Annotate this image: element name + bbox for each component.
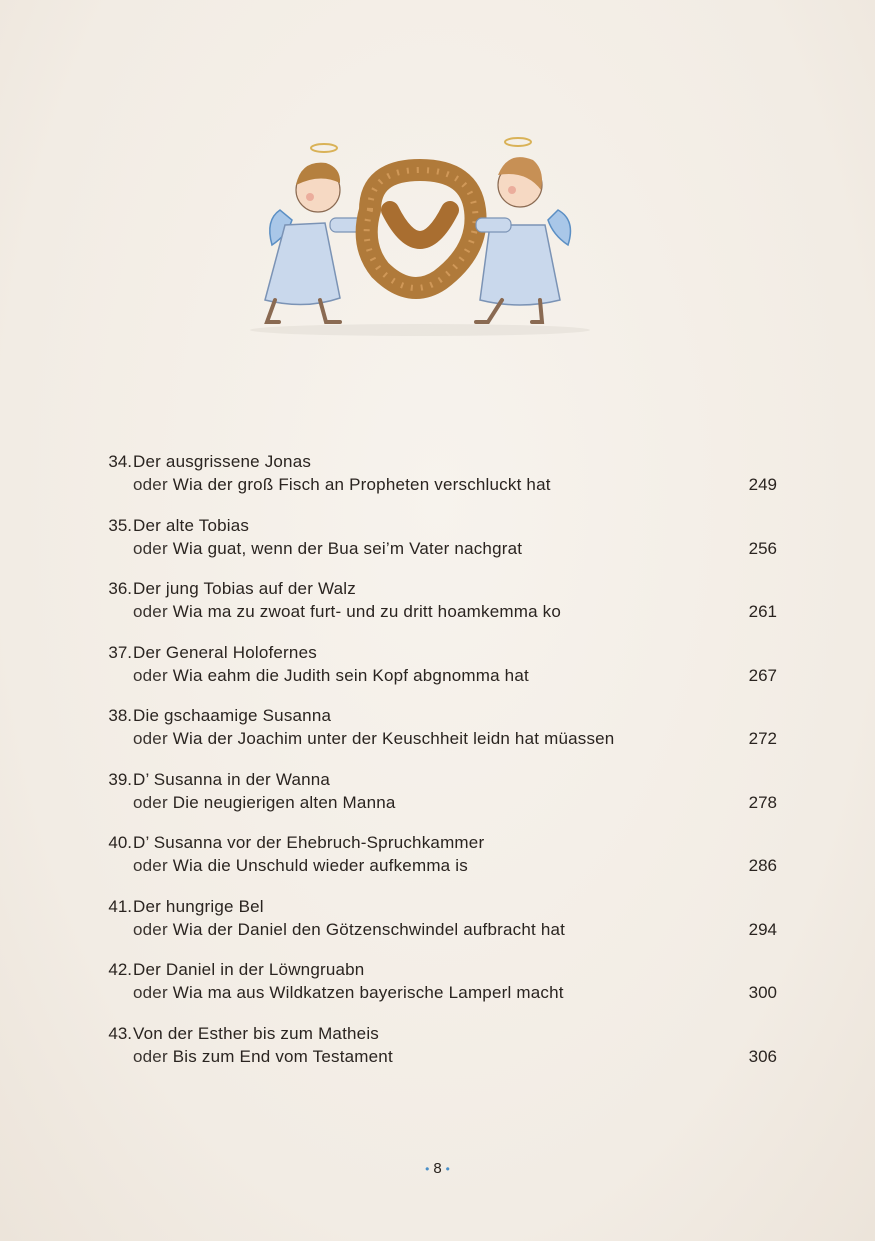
entry-subtitle [133, 666, 529, 686]
subtitle-text: Wia eahm die Judith sein Kopf abgnomma hat [172, 665, 529, 685]
subtitle-text: Die neugierigen alten Manna [172, 792, 396, 812]
entry-subtitle [133, 539, 522, 559]
toc-entry[interactable] [95, 512, 785, 576]
entry-title: Der hungrige Bel [133, 896, 264, 916]
angels-pretzel-illustration [240, 130, 600, 350]
entry-page-number: 286 [748, 856, 777, 875]
entry-number: 38. [108, 706, 132, 725]
toc-entry[interactable] [95, 1020, 785, 1084]
oder-label: oder [133, 919, 168, 939]
entry-subtitle [133, 920, 565, 940]
entry-page-number: 256 [748, 538, 777, 558]
subtitle-text: Wia ma aus Wildkatzen bayerische Lamperl macht [172, 983, 564, 1002]
entry-subtitle [133, 729, 614, 749]
entry-page-number: 294 [748, 919, 777, 939]
subtitle-text: Wia die Unschuld wieder aufkemma is [172, 856, 468, 875]
oder-label: oder [133, 475, 168, 494]
entry-page-number: 261 [748, 602, 777, 621]
toc-entry[interactable] [95, 448, 785, 512]
entry-number: 41. [108, 896, 132, 916]
entry-title: Der alte Tobias [133, 515, 250, 535]
right-angel-figure [476, 138, 570, 322]
entry-number: 35. [108, 515, 132, 535]
entry-subtitle [133, 983, 564, 1003]
entry-title: Der Daniel in der Löwngruabn [133, 960, 365, 979]
subtitle-text: Wia der Daniel den Götzenschwindel aufbracht hat [172, 919, 566, 939]
entry-number: 43. [108, 1023, 132, 1043]
subtitle-text: Wia ma zu zwoat furt- und zu dritt hoamkemma ko [172, 602, 562, 621]
entry-page-number: 300 [748, 983, 777, 1002]
entry-title: Der ausgrissene Jonas [133, 452, 312, 471]
entry-subtitle [133, 1047, 393, 1067]
oder-label: oder [133, 602, 168, 621]
entry-title: D’ Susanna vor der Ehebruch-Spruchkammer [133, 833, 485, 852]
toc-entry[interactable] [95, 956, 785, 1020]
entry-page-number: 306 [748, 1046, 777, 1066]
entry-page-number: 278 [748, 792, 777, 812]
entry-subtitle [133, 475, 551, 495]
table-of-contents [95, 448, 785, 1083]
oder-label: oder [133, 665, 168, 685]
dot-ornament-right: • [445, 1162, 450, 1177]
toc-entry[interactable] [95, 575, 785, 639]
entry-page-number: 249 [748, 475, 777, 494]
toc-entry[interactable] [95, 702, 785, 766]
entry-title: Der General Holofernes [133, 642, 317, 662]
dot-ornament-left: • [425, 1162, 430, 1177]
entry-subtitle [133, 602, 561, 622]
entry-title: Die gschaamige Susanna [133, 706, 332, 725]
entry-title: Der jung Tobias auf der Walz [133, 579, 356, 598]
toc-entry[interactable] [95, 639, 785, 703]
entry-number: 40. [108, 833, 132, 852]
oder-label: oder [133, 983, 168, 1002]
toc-entry[interactable] [95, 766, 785, 830]
entry-number: 34. [108, 452, 132, 471]
entry-subtitle [133, 793, 396, 813]
toc-entry[interactable] [95, 829, 785, 893]
entry-number: 42. [108, 960, 132, 979]
oder-label: oder [133, 1046, 168, 1066]
left-angel-figure [265, 144, 365, 322]
entry-number: 37. [108, 642, 132, 662]
entry-page-number: 267 [748, 665, 777, 685]
oder-label: oder [133, 792, 168, 812]
entry-page-number: 272 [748, 729, 777, 748]
entry-subtitle [133, 856, 468, 876]
entry-number: 36. [108, 579, 132, 598]
page-number: 8 [433, 1160, 442, 1177]
entry-title: D’ Susanna in der Wanna [133, 769, 331, 789]
toc-entry[interactable] [95, 893, 785, 957]
entry-title: Von der Esther bis zum Matheis [133, 1023, 380, 1043]
subtitle-text: Wia der groß Fisch an Propheten verschluckt hat [172, 475, 551, 494]
subtitle-text: Bis zum End vom Testament [172, 1046, 393, 1066]
page-footer [0, 1160, 875, 1177]
oder-label: oder [133, 729, 168, 748]
subtitle-text: Wia der Joachim unter der Keuschheit leidn hat müassen [172, 729, 615, 748]
oder-label: oder [133, 856, 168, 875]
subtitle-text: Wia guat, wenn der Bua sei’m Vater nachgrat [172, 538, 523, 558]
pretzel-drawing [367, 170, 476, 288]
oder-label: oder [133, 538, 168, 558]
entry-number: 39. [108, 769, 132, 789]
